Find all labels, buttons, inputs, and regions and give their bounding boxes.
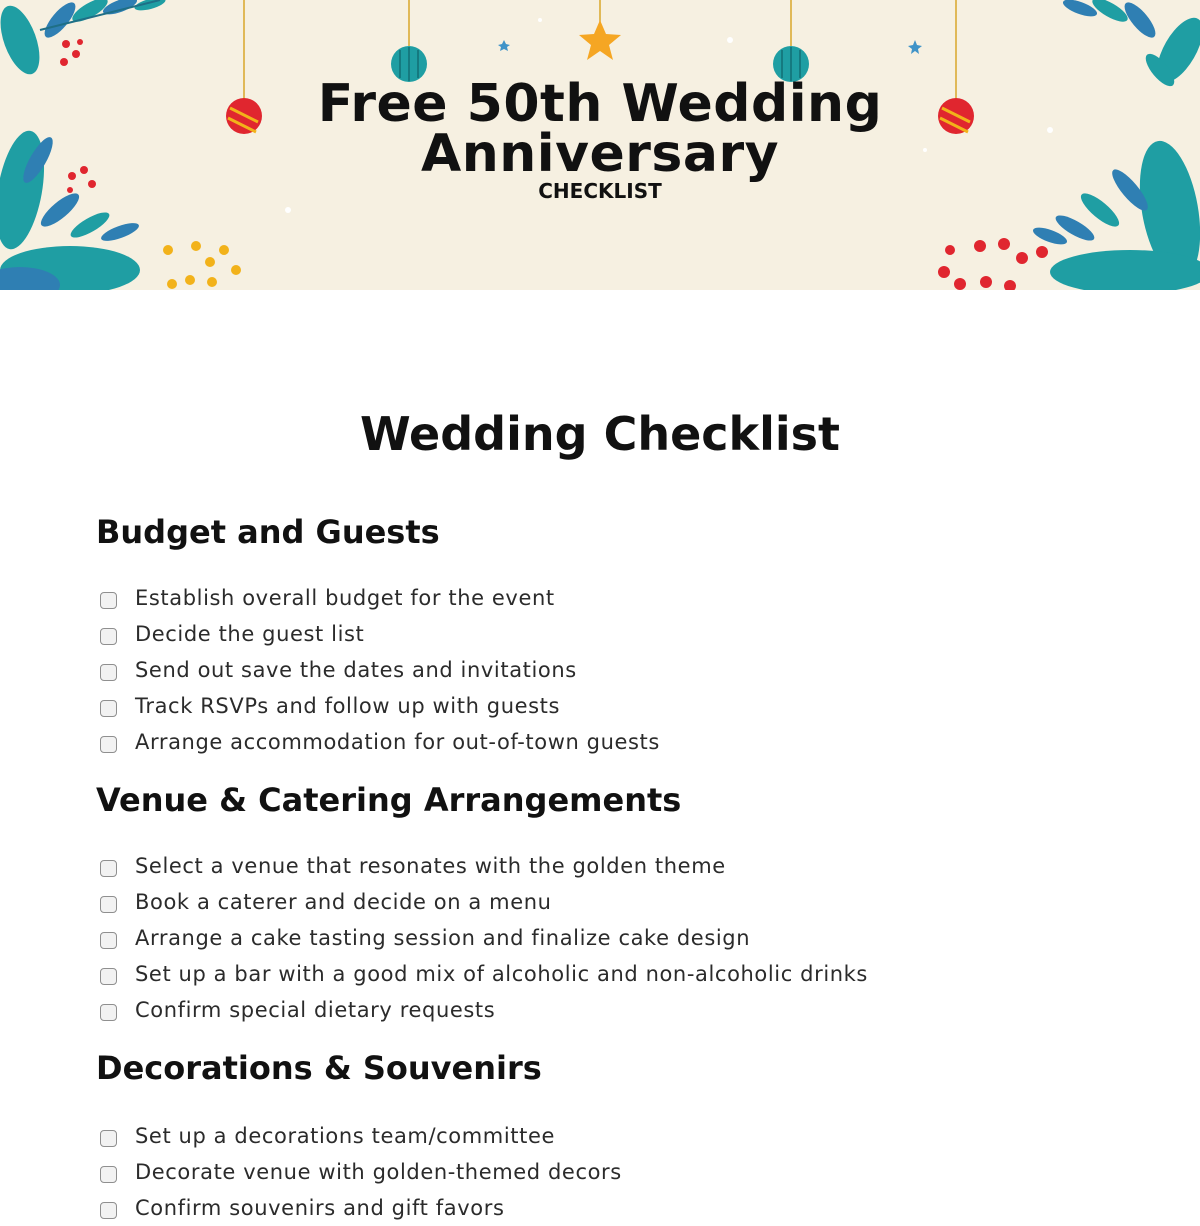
section-decorations-and-souvenirs [96, 1048, 1136, 1220]
checklist-item [100, 652, 660, 688]
checkbox[interactable] [100, 700, 117, 717]
checklist-item-label: Confirm special dietary requests [135, 998, 496, 1022]
checklist [100, 1118, 622, 1226]
banner-subtitle: CHECKLIST [538, 179, 662, 203]
checklist-item [100, 1154, 622, 1190]
checklist-item-label: Decide the guest list [135, 622, 365, 646]
checklist-item [100, 956, 868, 992]
checklist-item [100, 920, 868, 956]
checkbox[interactable] [100, 896, 117, 913]
leaf-cluster-top-left-icon [0, 0, 167, 79]
checklist-item-label: Select a venue that resonates with the golden theme [135, 854, 726, 878]
red-berries-top-left-icon [60, 39, 83, 66]
checkbox[interactable] [100, 1130, 117, 1147]
checklist-item [100, 724, 660, 760]
checkbox[interactable] [100, 664, 117, 681]
checkbox[interactable] [100, 932, 117, 949]
section-heading: Decorations & Souvenirs [96, 1049, 542, 1087]
checklist-item-label: Arrange a cake tasting session and finalize cake design [135, 926, 751, 950]
checklist-item-label: Decorate venue with golden-themed decors [135, 1160, 622, 1184]
checklist-item-label: Set up a decorations team/committee [135, 1124, 556, 1148]
checkbox[interactable] [100, 1004, 117, 1021]
document-title: Wedding Checklist [359, 407, 841, 461]
checkbox[interactable] [100, 1166, 117, 1183]
checklist-item [100, 616, 660, 652]
checklist-item [100, 580, 660, 616]
checklist-item [100, 1118, 622, 1154]
checklist [100, 848, 868, 1028]
checklist-item [100, 688, 660, 724]
checklist-item-label: Track RSVPs and follow up with guests [135, 694, 561, 718]
checkbox[interactable] [100, 968, 117, 985]
section-heading: Venue & Catering Arrangements [96, 781, 682, 819]
checklist-item-label: Establish overall budget for the event [135, 586, 555, 610]
checklist-item [100, 1190, 622, 1226]
checklist-item-label: Send out save the dates and invitations [135, 658, 577, 682]
checklist-item [100, 848, 868, 884]
checkbox[interactable] [100, 1202, 117, 1219]
checklist-item-label: Arrange accommodation for out-of-town guests [135, 730, 660, 754]
checkbox[interactable] [100, 592, 117, 609]
banner-title-line2: Anniversary [421, 124, 779, 184]
checklist-item-label: Set up a bar with a good mix of alcoholic and non-alcoholic drinks [135, 962, 868, 986]
checkbox[interactable] [100, 628, 117, 645]
red-berries-right-icon [938, 238, 1048, 290]
checklist-item-label: Book a caterer and decide on a menu [135, 890, 552, 914]
section-venue-and-catering [96, 780, 1136, 1022]
checklist-item [100, 884, 868, 920]
yellow-berries-left-icon [163, 241, 241, 289]
banner-title-line1: Free 50th Wedding [317, 74, 883, 134]
checklist-item [100, 992, 868, 1028]
checkbox[interactable] [100, 860, 117, 877]
section-budget-and-guests [96, 512, 1136, 754]
checklist [100, 580, 660, 760]
checklist-item-label: Confirm souvenirs and gift favors [135, 1196, 505, 1220]
header-banner [0, 0, 1200, 290]
checkbox[interactable] [100, 736, 117, 753]
section-heading: Budget and Guests [96, 513, 440, 551]
